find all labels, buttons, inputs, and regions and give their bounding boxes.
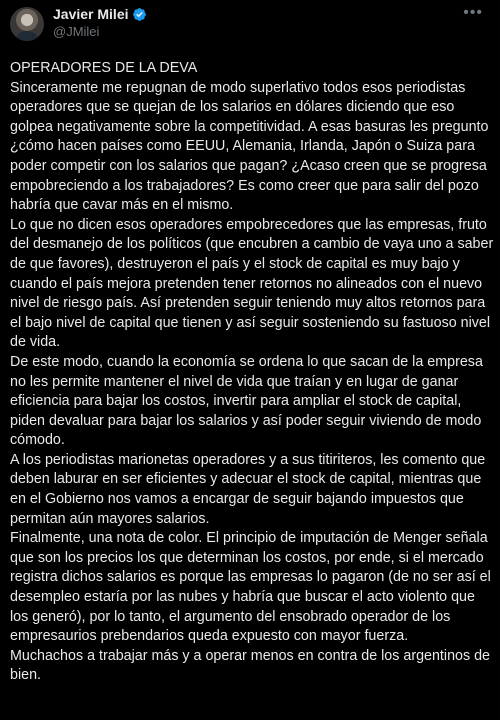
author-name-row [53,6,147,23]
tweet-paragraph: A los periodistas marionetas operadores y a sus titiriteros, les comento que deben laburar en ser eficientes y adecuar el stock de capital, mientras que en el Gobierno nos vamos a encargar de seguir bajando impuestos que permitan aún mayores salarios. [10,451,486,527]
more-options-icon[interactable]: ••• [463,4,483,21]
author-handle[interactable]: @JMilei [53,24,100,39]
tweet-paragraph: De este modo, cuando la economía se ordena lo que sacan de la empresa no les permite mantener el nivel de vida que traían y en lugar de ganar eficiencia para bajar los costos, invertir para ampliar el stock de capital, piden devaluar para bajar los salarios y así poder seguir viviendo de modo cómodo. [10,353,483,449]
tweet-paragraph: Lo que no dicen esos operadores empobrecedores que las empresas, fruto del desmanejo de los políticos (que encubren a cambio de vaya uno a saber de que favores), destruyeron el país y el stock de capital es muy bajo y cuando el país mejora pretenden tener retornos no alineados con el nuevo nivel de riesgo país. Así pretenden seguir teniendo muy altos retornos para el bajo nivel de capital que tienen y así seguir sosteniendo su fastuoso nivel de vida. [10,216,494,351]
tweet-paragraph: Sinceramente me repugnan de modo superlativo todos esos periodistas operadores que se quejan de los salarios en dólares diciendo que eso golpea negativamente sobre la competitividad. A esas basuras les pregunto ¿cómo hacen países como EEUU, Alemania, Irlanda, Japón o Suiza para poder competir con los salarios que pagan? ¿Acaso creen que se progresa empobreciendo a los trabajadores? Es como creer que para salir del pozo habría que cavar más en el mismo. [10,79,489,214]
tweet-paragraph: Finalmente, una nota de color. El principio de imputación de Menger señala que son los precios los que determinan los costos, por ende, si el mercado registra dichos salarios es porque las empresas lo pagaron (de no ser así el desempleo estaría por las nubes y habría que buscar el acto violento que los generó), por lo tanto, el argumento del ensobrado operador de los empresaurios prebendarios queda expuesto con mayor fuerza. [10,530,491,645]
author-avatar[interactable] [10,7,44,41]
tweet-body [10,59,496,686]
verified-badge-icon [132,7,147,22]
author-names [53,6,147,40]
tweet-header [10,5,493,51]
author-display-name[interactable]: Javier Milei [53,6,129,22]
tweet-paragraph: Muchachos a trabajar más y a operar menos en contra de los argentinos de bien. [10,647,491,684]
tweet-paragraph: OPERADORES DE LA DEVA [10,60,198,76]
